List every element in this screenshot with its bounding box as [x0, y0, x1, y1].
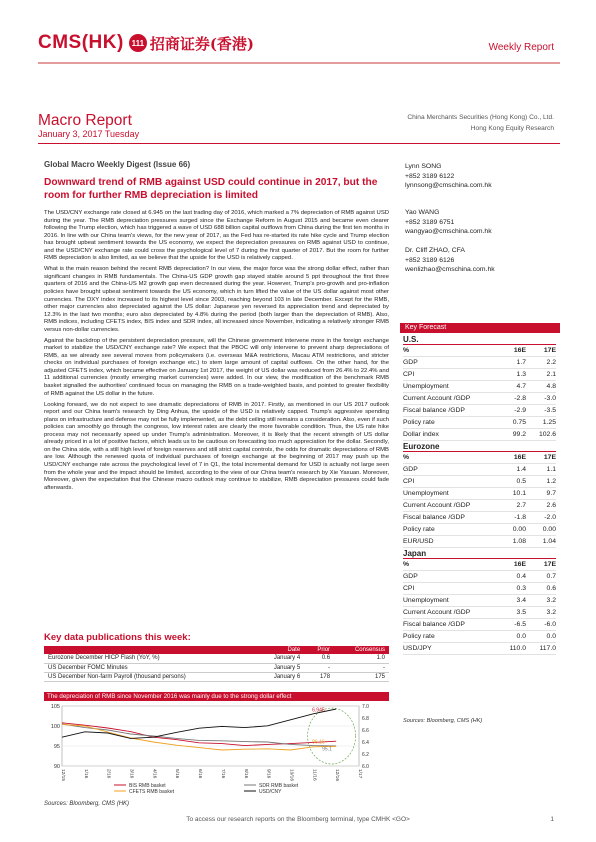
forecast-row	[403, 488, 556, 500]
x-tick-label: 10/16	[288, 769, 294, 782]
author-block	[405, 246, 495, 275]
logo-text-cn: 招商证券(香港)	[149, 34, 255, 53]
forecast-value: 0.75	[512, 419, 526, 426]
forecast-row	[403, 595, 556, 607]
key-forecast-table	[403, 334, 556, 655]
forecast-row	[403, 476, 556, 488]
author-email[interactable]: wenlizhao@cmschina.com.hk	[405, 266, 495, 273]
author-phone: +852 3189 6122	[405, 172, 455, 180]
forecast-row	[403, 500, 556, 512]
table-header-row	[44, 646, 389, 654]
forecast-row	[403, 536, 556, 548]
forecast-value: 0.00	[542, 526, 556, 533]
event-cell: Eurozone December HICP Flash (YoY, %)	[44, 654, 255, 663]
forecast-label: USD/JPY	[403, 645, 432, 652]
forecast-value: 1.25	[542, 419, 556, 426]
forecast-label: Fiscal balance /GDP	[403, 514, 465, 521]
forecast-value: 0.4	[516, 573, 526, 580]
annotation-label: 96.16	[312, 739, 325, 746]
publications-heading: Key data publications this week:	[44, 632, 191, 643]
prior-cell: -	[304, 663, 334, 672]
forecast-header-row	[403, 559, 556, 571]
forecast-label: Current Account /GDP	[403, 395, 471, 402]
forecast-row	[403, 512, 556, 524]
forecast-value: 0.0	[516, 633, 526, 640]
forecast-value: 4.8	[546, 383, 556, 390]
forecast-row	[403, 643, 556, 655]
forecast-label: GDP	[403, 359, 418, 366]
consensus-cell: -	[334, 663, 389, 672]
author-name: Dr. Cliff ZHAO, CFA	[405, 247, 465, 254]
consensus-cell: 175	[334, 672, 389, 681]
forecast-value: 3.4	[516, 597, 526, 604]
footer-note: To access our research reports on the Bloomberg terminal, type CMHK <GO>	[186, 816, 410, 823]
forecast-value: 2.6	[546, 502, 556, 509]
digest-label: Global Macro Weekly Digest (Issue 66)	[44, 160, 191, 169]
forecast-value: -2.0	[544, 514, 556, 521]
plot-frame	[62, 706, 359, 766]
forecast-row	[403, 571, 556, 583]
publications-table	[44, 646, 389, 682]
forecast-label: CPI	[403, 478, 415, 485]
article-paragraph: The USD/CNY exchange rate closed at 6.945 on the last trading day of 2016, which marked a 7% depreciation of RMB against USD during the year. The RMB depreciation pressures surged since the Exchange Reform in August 2015 and became even clearer following the Trump election, which has triggered a wave of USD 688 billion capital outflows from China during the first ten months in 2016. In line with our China team's views, for the new year of 2017, as the Fed has re-started its rate hike cycle and Trump election has brought upbeat sentiment towards the US economy, we expect the depreciation pressures on RMB against USD to continue, and the USD/CNY exchange rate could cross the psychological level of 7 during the first quarter of 2017. But the room for further RMB depreciation is also limited, as we believe that the upside for the USD is relatively capped.	[44, 210, 389, 262]
forecast-header-cell: %	[403, 561, 410, 568]
y-right-tick-label: 7.0	[362, 704, 369, 710]
forecast-row	[403, 631, 556, 643]
forecast-label: Current Account /GDP	[403, 609, 471, 616]
x-tick-label: 12/16	[334, 769, 340, 782]
y-right-tick-label: 6.6	[362, 728, 369, 734]
forecast-value: 110.0	[509, 645, 526, 652]
forecast-value: 1.1	[546, 466, 556, 473]
legend-label: CFETS RMB basket	[129, 789, 175, 795]
x-tick-label: 12/15	[60, 769, 65, 782]
forecast-value: 99.2	[512, 431, 526, 438]
forecast-row	[403, 464, 556, 476]
forecast-value: -6.0	[544, 621, 556, 628]
y-right-tick-label: 6.4	[362, 740, 369, 746]
annotation-label: 6.945	[312, 707, 325, 714]
key-forecast-title: Key Forecast	[400, 323, 560, 333]
forecast-region: Japan	[403, 548, 556, 559]
forecast-row	[403, 357, 556, 369]
forecast-region: Eurozone	[403, 441, 556, 452]
forecast-value: 1.7	[516, 359, 526, 366]
forecast-row	[403, 369, 556, 381]
chart-title: The depreciation of RMB since November 2016 was mainly due to the strong dollar effect	[44, 692, 389, 701]
forecast-value: 0.6	[546, 585, 556, 592]
forecast-label: Policy rate	[403, 419, 435, 426]
forecast-value: -6.5	[514, 621, 526, 628]
forecast-value: 0.3	[516, 585, 526, 592]
rmb-chart	[44, 702, 389, 799]
x-tick-label: 7/16	[219, 769, 225, 779]
report-date: January 3, 2017 Tuesday	[38, 129, 140, 139]
date-cell: January 6	[255, 672, 305, 681]
forecast-header-row	[403, 345, 556, 357]
forecast-header-cell: %	[403, 347, 410, 354]
author-block	[405, 208, 492, 237]
x-tick-label: 6/16	[197, 769, 203, 779]
x-tick-label: 1/17	[357, 769, 362, 779]
x-tick-label: 3/16	[128, 769, 134, 779]
forecast-region: U.S.	[403, 334, 556, 345]
forecast-row	[403, 583, 556, 595]
forecast-label: Policy rate	[403, 633, 435, 640]
forecast-label: GDP	[403, 466, 418, 473]
author-phone: +852 3189 6751	[405, 218, 455, 226]
forecast-value: 1.08	[512, 538, 526, 545]
x-tick-label: 5/16	[174, 769, 180, 779]
column-header	[44, 646, 255, 654]
key-forecast-source: Sources: Bloomberg, CMS (HK)	[403, 718, 483, 724]
forecast-value: 0.0	[546, 633, 556, 640]
company-name: China Merchants Securities (Hong Kong) Co., Ltd.	[407, 114, 554, 121]
forecast-value: -3.5	[544, 407, 556, 414]
forecast-row	[403, 607, 556, 619]
series-line	[62, 709, 336, 738]
forecast-value: 2.7	[516, 502, 526, 509]
report-title: Macro Report	[38, 112, 132, 129]
page-number: 1	[550, 816, 554, 823]
x-tick-label: 4/16	[151, 769, 157, 779]
forecast-header-cell: 16E	[513, 561, 526, 568]
date-cell: January 4	[255, 654, 305, 663]
x-tick-label: 1/16	[82, 769, 88, 779]
title-divider	[38, 143, 560, 144]
column-header: Date	[255, 646, 305, 654]
article-paragraph: What is the main reason behind the recent RMB depreciation? In our view, the major force was the strong dollar effect, rather than significant changes in RMB fundamentals. The China-US GDP growth gap stayed stable around 5 ppt throughout the first three quarters of 2016 and the China-US M2 growth gap even decreased during the year. However, Trump's pro-growth and pro-inflation policies have brought upbeat sentiment towards the US economy, which in turn lifted the value of the US dollar against most other currencies. The DXY index increased to its highest level since 2003, reaching beyond 103 in late December. Except for the RMB, other major currencies also depreciated against the US dollar: Japanese yen reversed its appreciation trend and depreciated by 12.3% in the last two months; euro also depreciated by 4.8% during the period (both larger than the depreciation of RMB). Also, RMB indices, including CFETS index, BIS index and SDR index, all increased since November, indicating a relatively stronger RMB versus non-dollar currencies.	[44, 266, 389, 333]
author-name: Lynn SONG	[405, 163, 442, 170]
column-header: Prior	[304, 646, 334, 654]
forecast-header-cell: 16E	[513, 347, 526, 354]
forecast-label: Unemployment	[403, 490, 449, 497]
y-right-tick-label: 6.0	[362, 764, 369, 770]
forecast-value: 1.4	[516, 466, 526, 473]
header-divider	[38, 62, 560, 64]
author-email[interactable]: lynnsong@cmschina.com.hk	[405, 182, 492, 189]
highlight-ellipse	[308, 708, 356, 764]
forecast-header-cell: 17E	[543, 454, 556, 461]
y-left-tick-label: 90	[53, 764, 60, 770]
forecast-label: Current Account /GDP	[403, 502, 471, 509]
forecast-label: Fiscal balance /GDP	[403, 407, 465, 414]
company-logo	[38, 28, 268, 58]
forecast-header-cell: %	[403, 454, 410, 461]
forecast-label: Unemployment	[403, 597, 449, 604]
forecast-row	[403, 524, 556, 536]
forecast-value: 2.2	[546, 359, 556, 366]
forecast-value: 9.7	[546, 490, 556, 497]
forecast-label: GDP	[403, 573, 418, 580]
forecast-value: 0.7	[546, 573, 556, 580]
logo-text-en: CMS(HK)	[38, 32, 124, 53]
forecast-header-cell: 17E	[543, 347, 556, 354]
forecast-value: 3.5	[516, 609, 526, 616]
legend-label: SDR RMB basket	[259, 783, 299, 789]
logo-seal-icon: 111	[129, 34, 147, 52]
event-cell: US December Non-farm Payroll (thousand persons)	[44, 672, 255, 681]
forecast-value: -1.8	[514, 514, 526, 521]
table-row	[44, 672, 389, 681]
forecast-value: 0.5	[516, 478, 526, 485]
forecast-label: Fiscal balance /GDP	[403, 621, 465, 628]
prior-cell: 178	[304, 672, 334, 681]
column-header: Consensus	[334, 646, 389, 654]
forecast-row	[403, 393, 556, 405]
forecast-row	[403, 405, 556, 417]
forecast-value: 1.2	[546, 478, 556, 485]
x-tick-label: 9/16	[265, 769, 271, 779]
forecast-value: 102.6	[538, 431, 556, 438]
y-left-tick-label: 105	[50, 704, 60, 710]
forecast-label: Dollar index	[403, 431, 439, 438]
chart-source: Sources: Bloomberg, CMS (HK)	[44, 801, 130, 807]
date-cell: January 5	[255, 663, 305, 672]
company-info	[407, 112, 554, 134]
forecast-value: 2.1	[546, 371, 556, 378]
table-row	[44, 654, 389, 663]
article-body	[44, 210, 389, 496]
report-type-label: Weekly Report	[488, 42, 554, 53]
y-right-tick-label: 6.2	[362, 752, 369, 758]
article-paragraph: Against the backdrop of the persistent depreciation pressure, will the Chinese government intervene more in the foreign exchange market to stabilize the USD/CNY exchange rate? We expect that the PBOC will only intervene to prevent sharp depreciations of RMB, as we already see several moves from policymakers (i.e. overseas M&A restrictions, Macau ATM restrictions, and stricter checks on individual purchases of foreign exchange etc.) to stem large amount of capital outflows. On the other hand, for the adjusted CFETS index, which became effective on January 1st 2017, the weight of US dollar was reduced from 26.4% to 22.4% and 11 additional currencies (mostly emerging market currencies) were added. In our view, the modification of the benchmark RMB basket signalled the authorities' continued focus on managing the RMB on a trade-weighted basis, and pointed to greater flexibility of RMB against the US dollar in the future.	[44, 337, 389, 397]
x-tick-label: 11/16	[311, 769, 317, 781]
forecast-label: Unemployment	[403, 383, 449, 390]
author-email[interactable]: wangyao@cmschina.com.hk	[405, 228, 492, 235]
company-division: Hong Kong Equity Research	[470, 125, 554, 132]
forecast-value: -2.9	[514, 407, 526, 414]
legend-label: BIS RMB basket	[129, 783, 166, 789]
article-headline: Downward trend of RMB against USD could continue in 2017, but the room for further RMB depreciation is limited	[44, 177, 378, 201]
forecast-header-cell: 17E	[543, 561, 556, 568]
y-left-tick-label: 95	[53, 744, 60, 750]
forecast-value: 4.7	[516, 383, 526, 390]
x-tick-label: 8/16	[242, 769, 248, 779]
prior-cell: 0.6	[304, 654, 334, 663]
forecast-label: CPI	[403, 371, 415, 378]
x-tick-label: 2/16	[105, 769, 111, 779]
forecast-value: 3.2	[546, 609, 556, 616]
legend-label: USD/CNY	[259, 789, 282, 795]
table-row	[44, 663, 389, 672]
forecast-value: 1.04	[542, 538, 556, 545]
forecast-row	[403, 429, 556, 441]
forecast-value: -3.0	[544, 395, 556, 402]
forecast-value: 1.3	[516, 371, 526, 378]
forecast-value: -2.8	[514, 395, 526, 402]
author-phone: +852 3189 6126	[405, 256, 455, 264]
y-left-tick-label: 100	[50, 724, 60, 730]
forecast-value: 3.2	[546, 597, 556, 604]
forecast-header-cell: 16E	[513, 454, 526, 461]
author-name: Yao WANG	[405, 209, 440, 216]
article-paragraph: Looking forward, we do not expect to see dramatic depreciations of RMB in 2017. Firstly, as mentioned in our US 2017 outlook report and our China team's research by Ding Anhua, the upside of the USD is relatively capped. Trump's aggressive spending plans on infrastructure and defense may not be fully implemented, as the debt ceiling still remains a consideration. Also, even if such policies can smoothly go through the congress, low interest rates are clearly the more favorable condition. Thus, the US rate hike process may not necessarily speed up under Trump's administration. Moreover, it is likely that the recent strength of US dollar already priced in a lot of positive factors, which leads us to be cautious on forecasting too much appreciation for the dollar. Secondly, on the China side, with a still high level of foreign reserves and still strict capital controls, the odds for dramatic depreciations of RMB are low. Although the renewed quota of individual purchases of foreign exchange at the beginning of 2017 may push up the USD/CNY exchange rate across the psychological level of 7 in Q1, the total incremental demand for USD is actually not large seen from the whole year and the impact should be limited, according to the view of our China team's research by Xie Yaxuan. Moreover, Moreover, given the expectation that the Chinese macro outlook may continue to stabilize, RMB depreciation pressures could fade afterwards.	[44, 401, 389, 491]
forecast-row	[403, 381, 556, 393]
forecast-label: EUR/USD	[403, 538, 434, 545]
consensus-cell: 1.0	[334, 654, 389, 663]
forecast-value: 0.00	[512, 526, 526, 533]
event-cell: US December FOMC Minutes	[44, 663, 255, 672]
forecast-value: 10.1	[512, 490, 526, 497]
forecast-header-row	[403, 452, 556, 464]
annotation-label: 95.1	[322, 746, 332, 753]
forecast-value: 117.0	[539, 645, 556, 652]
forecast-label: Policy rate	[403, 526, 435, 533]
forecast-row	[403, 619, 556, 631]
author-block	[405, 162, 492, 191]
forecast-row	[403, 417, 556, 429]
y-right-tick-label: 6.8	[362, 716, 369, 722]
forecast-label: CPI	[403, 585, 415, 592]
